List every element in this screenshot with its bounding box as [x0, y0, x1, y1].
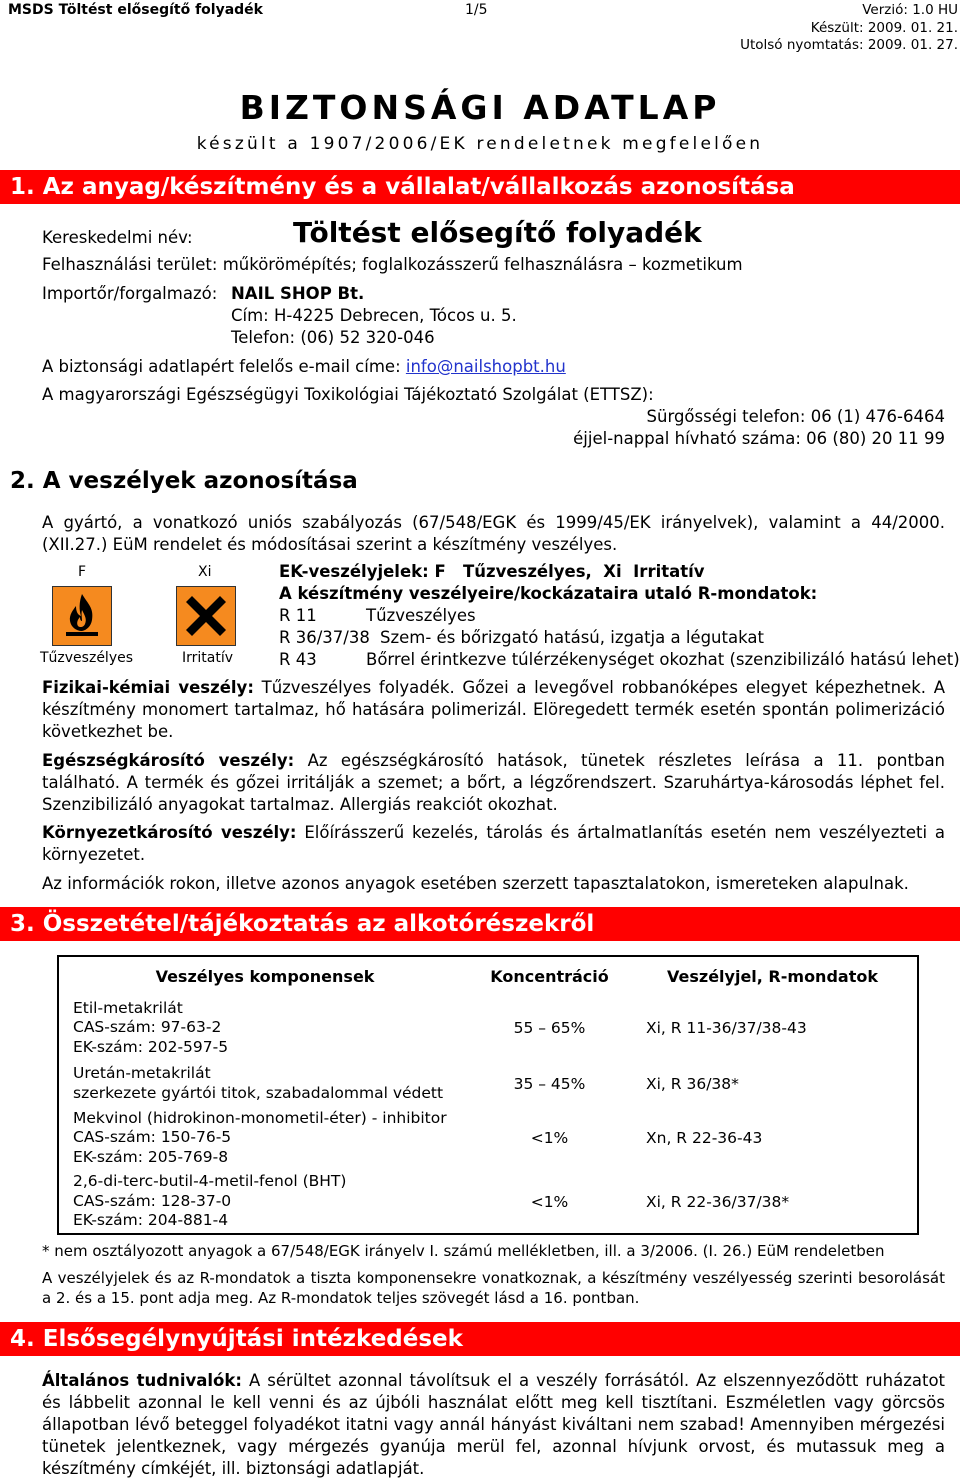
first-aid-text: A sérültet azonnal távolítsuk el a veszély forrásától. Az elszennyeződött ruházatot és lábbelit azonnal le kell venni és az újbóli használat előtt meg kell tisztítani. Eszméletlen vagy görcsös állapotban lévő beteggel folyadékot itatni vagy annál hányást kiváltani nem szabad! Amennyiben mérgezési tünetek jelentkeznek, vagy mérgezés gyanúja merül fel, azonnal hívjunk orvost, és mutassuk meg a készítmény címkéjét, ill. biztonsági adatlapját.	[42, 1371, 946, 1478]
component-name: 2,6-di-terc-butil-4-metil-fenol (BHT) CAS-szám: 128-37-0 EK-szám: 204-881-4	[73, 1172, 347, 1230]
table-row	[58, 995, 918, 1061]
section-4-heading: 4. Elsősegélynyújtási intézkedések	[0, 1322, 960, 1356]
concentration: 55 – 65%	[513, 1019, 586, 1037]
pict-f-label: Tűzveszélyes	[40, 650, 134, 666]
r-phrases-heading: A készítmény veszélyeire/kockázataira utaló R-mondatok:	[279, 584, 818, 603]
doc-title: MSDS Töltést elősegítő folyadék	[8, 2, 263, 18]
pict-xi-label: Irritatív	[182, 650, 234, 666]
env-text: Előírásszerű kezelés, tárolás és ártalmatlanítás esetén nem veszélyezteti a környezetet.	[42, 823, 945, 864]
health-hazard	[42, 750, 945, 816]
importer-label: Importőr/forgalmazó:	[42, 284, 218, 303]
health-label: Egészségkárosító veszély:	[42, 751, 295, 770]
flammable-icon	[52, 586, 112, 650]
section-1-heading: 1. Az anyag/készítmény és a vállalat/vállalkozás azonosítása	[0, 170, 960, 204]
phys-chem-hazard	[42, 677, 945, 743]
hazard-code: Xn, R 22-36-43	[646, 1129, 763, 1147]
importer-phone: Telefon: (06) 52 320-046	[231, 328, 435, 347]
doc-meta	[740, 2, 958, 55]
table-row	[58, 1106, 918, 1170]
night-phone: éjjel-nappal hívható száma: 06 (80) 20 11 99	[573, 429, 945, 448]
table-header-row	[58, 956, 918, 995]
table-note: A veszélyjelek és az R-mondatok a tiszta komponensekre vonatkoznak, a készítmény veszélyesség szerinti besorolását a 2. és a 15. pont adja meg. Az R-mondatok teljes szövegét lásd a 16. pontban.	[42, 1269, 945, 1307]
env-hazard	[42, 822, 945, 866]
r-text: Szem- és bőrizgató hatású, izgatja a légutakat	[380, 628, 764, 647]
created-date: Készült: 2009. 01. 21.	[810, 19, 958, 36]
col-header: Veszélyjel, R-mondatok	[667, 966, 878, 986]
page-header	[0, 0, 960, 56]
phys-chem-text: Tűzveszélyes folyadék. Gőzei a levegővel robbanóképes elegyet képezhetnek. A készítmény monomert tartalmaz, hő hatására polimerizál. Elöregedett termék esetén spontán polimerizáció következhet be.	[42, 678, 945, 741]
hazard-intro: A gyártó, a vonatkozó uniós szabályozás (67/548/EGK és 1999/45/EK irányelvek), valamint a 44/2000. (XII.27.) EüM rendelet és módosításai szerint a készítmény veszélyes.	[42, 513, 945, 554]
composition-table	[57, 955, 919, 1235]
email-label: A biztonsági adatlapért felelős e-mail címe:	[42, 357, 401, 376]
component-name: Uretán-metakrilát szerkezete gyártói titok, szabadalommal védett	[73, 1064, 444, 1102]
concentration: <1%	[530, 1192, 569, 1211]
first-aid-label: Általános tudnivalók:	[42, 1371, 242, 1390]
component-name: Etil-metakrilát CAS-szám: 97-63-2 EK-szám: 202-597-5	[73, 998, 229, 1056]
section-2-heading: 2. A veszélyek azonosítása	[10, 468, 358, 494]
concentration: <1%	[530, 1129, 569, 1147]
trade-name: Töltést elősegítő folyadék	[293, 216, 702, 249]
ettsz: A magyarországi Egészségügyi Toxikológiai Tájékoztató Szolgálat (ETTSZ):	[42, 385, 654, 404]
usage: Felhasználási terület: műkörömépítés; foglalkozásszerű felhasználásra – kozmetikum	[42, 255, 743, 274]
hazard-code: Xi, R 36/38*	[646, 1074, 739, 1093]
ek-hazard-symbols: EK-veszélyjelek: F Tűzveszélyes, Xi Irritatív	[279, 562, 705, 581]
version: Verzió: 1.0 HU	[862, 2, 958, 18]
r-text: Tűzveszélyes	[366, 606, 476, 625]
info-basis: Az információk rokon, illetve azonos anyagok esetében szerzett tapasztalatokon, ismereteken alapulnak.	[42, 874, 909, 893]
hazard-code: Xi, R 22-36/37/38*	[646, 1192, 790, 1211]
importer-address: Cím: H-4225 Debrecen, Tócos u. 5.	[231, 306, 517, 325]
section-3-heading: 3. Összetétel/tájékoztatás az alkotórészekről	[0, 907, 960, 941]
emergency-phone: Sürgősségi telefon: 06 (1) 476-6464	[646, 407, 945, 426]
col-header: Koncentráció	[490, 966, 609, 986]
page-title: BIZTONSÁGI ADATLAP	[239, 88, 721, 127]
col-header: Veszélyes komponensek	[155, 966, 375, 986]
printed-date: Utolsó nyomtatás: 2009. 01. 27.	[740, 37, 958, 53]
table-row	[58, 1061, 918, 1106]
importer-name: NAIL SHOP Bt.	[231, 284, 365, 303]
component-name: Mekvinol (hidrokinon-monometil-éter) - inhibitor CAS-szám: 150-76-5 EK-szám: 205-769-8	[73, 1108, 447, 1166]
env-label: Környezetkárosító veszély:	[42, 823, 297, 842]
r-code: R 11	[279, 606, 317, 625]
email-link[interactable]: info@nailshopbt.hu	[405, 357, 566, 376]
page-number: 1/5	[465, 2, 488, 18]
pict-f-code: F	[78, 564, 87, 580]
hazard-code: Xi, R 11-36/37/38-43	[646, 1019, 807, 1037]
irritant-icon	[176, 586, 236, 650]
concentration: 35 – 45%	[513, 1074, 586, 1093]
health-text: Az egészségkárosító hatások, tünetek részletes leírása a 11. pontban található. A termék és gőzei irritálják a szemet; a bőrt, a légzőrendszert. Szaruhártya-károsodás léphet fel. Szenzibilizáló anyagokat tartalmaz. Allergiás reakciót okozhat.	[42, 751, 946, 814]
page-subtitle: készült a 1907/2006/EK rendeletnek megfelelően	[196, 134, 764, 154]
table-row	[58, 1170, 918, 1234]
first-aid-general	[42, 1370, 945, 1480]
phys-chem-label: Fizikai-kémiai veszély:	[42, 678, 254, 697]
table-footnote: * nem osztályozott anyagok a 67/548/EGK irányelv I. számú mellékletben, ill. a 3/2006. (I. 26.) EüM rendeletben	[42, 1242, 885, 1260]
r-code: R 43	[279, 650, 317, 669]
email-row	[42, 357, 566, 376]
trade-label: Kereskedelmi név:	[42, 228, 193, 247]
pict-xi-code: Xi	[198, 564, 212, 580]
r-code: R 36/37/38	[279, 628, 370, 647]
r-text: Bőrrel érintkezve túlérzékenységet okozhat (szenzibilizáló hatású lehet)	[366, 650, 960, 669]
